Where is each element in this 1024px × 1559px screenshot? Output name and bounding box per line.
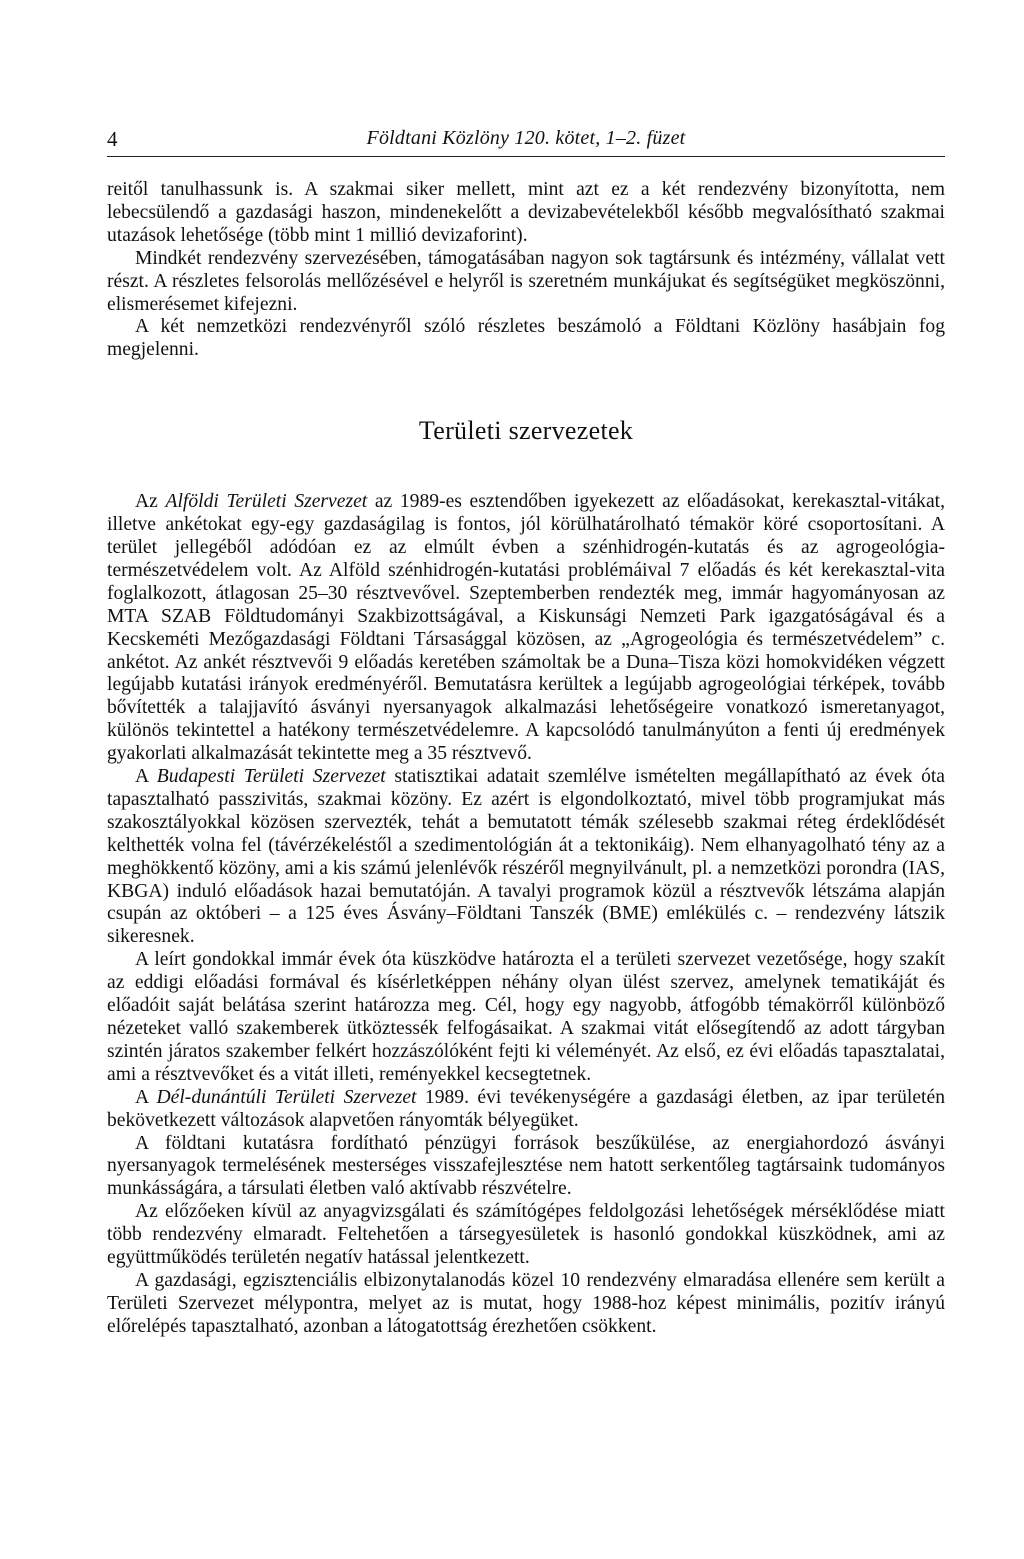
organization-name: Budapesti Területi Szervezet [156,766,386,788]
document-page [107,120,945,1339]
paragraph-alfoldi [107,491,945,766]
paragraph-prefix: A [135,766,157,788]
paragraph-prefix: A [135,1086,157,1108]
page-header [107,120,945,157]
paragraph-continued: reitől tanulhassunk is. A szakmai siker mellett, mint azt ez a két rendezvény bizonyította, nem lebecsülendő a gazdasági haszon, mindenekelőtt a devizabevételekből később megvalósítható szakmai utazások lehetősége (több mint 1 millió devizaforint). [107,179,945,246]
paragraph: Az előzőeken kívül az anyagvizsgálati és számítógépes feldolgozási lehetőségek mérséklődése miatt több rendezvény elmaradt. Feltehetően a társegyesületek is hasonló gondokkal küszködnek, ami az együttműködés területén negatív hatással jelentkezett. [107,1201,945,1269]
paragraph-prefix: Az [135,491,166,513]
organization-name: Dél-dunántúli Területi Szervezet [156,1086,417,1108]
paragraph: A földtani kutatásra fordítható pénzügyi források beszűkülése, az energiahordozó ásványi nyersanyagok termelésének mesterséges visszafejlesztése nem hatott serkentőleg tagtársaink tudományos munkásságára, a társulati életben való aktívabb részvételre. [107,1132,945,1200]
paragraph-budapesti [107,766,945,949]
paragraph: Mindkét rendezvény szervezésében, támogatásában nagyon sok tagtársunk és intézmény, vállalat vett részt. A részletes felsorolás mellőzésével e helyről is szeretném munkájukat és segítségüket megköszönni, elismerésemet kifejezni. [107,247,945,315]
paragraph-text: statisztikai adatait szemlélve ismételten megállapítható az évek óta tapasztalható passzivitás, szakmai közöny. Ez azért is elgondolkoztató, mivel több programjukat más szakosztályokkal közösen szervezték, tehát a bemutatott témák szélesebb szakmai réteg érdeklődését kelthették volna fel (távérzékeléstől a szedimentológián át a tektonikáig). Nem elhanyagolható tény az a meghökkentő közöny, ami a kis számú jelenlévők részéről megnyilvánult, pl. a nemzetközi porondra (IAS, KBGA) induló előadások hazai bemutatóján. A tavalyi programok közül a résztvevők létszáma alapján csupán az októberi – a 125 éves Ásvány–Földtani Tanszék (BME) emlékülés c. – rendezvény látszik sikeresnek. [107,766,946,948]
section-title: Területi szervezetek [418,416,634,446]
paragraph-del-dunantuli [107,1087,945,1133]
paragraph: A két nemzetközi rendezvényről szóló részletes beszámoló a Földtani Közlöny hasábjain fog megjelenni. [107,316,945,361]
running-title: Földtani Közlöny 120. kötet, 1–2. füzet [366,127,686,149]
page-number: 4 [107,127,118,151]
paragraph-text: az 1989-es esztendőben igyekezett az előadásokat, kerekasztal-vitákat, illetve ankétokat egy-egy gazdaságilag is fontos, jól körülhatárolható témakör köré csoportosítani. A terület jellegéből adódóan ez az elmúlt évben a szénhidrogén-kutatás és az agrogeológia-természetvédelem volt. Az Alföld szénhidrogén-kutatási problémáival 7 előadás és két kerekasztal-vita foglalkozott, átlagosan 25–30 résztvevővel. Szeptemberben rendezték meg, immár hagyományosan az MTA SZAB Földtudományi Szakbizottságával, a Kiskunsági Nemzeti Park igazgatóságával és a Kecskeméti Mezőgazdasági Földtani Társasággal közösen, az „Agrogeológia és természetvédelem” c. ankétot. Az ankét résztvevői 9 előadás keretében számoltak be a Duna–Tisza közi homokvidéken végzett legújabb kutatási irányok eredményéről. Bemutatásra kerültek a legújabb agrogeológiai térképek, tovább bővítették a talajjavító ásványi nyersanyagok alkalmazási lehetőségeire vonatkozó ismeretanyagot, különös tekintettel a hatékony természetvédelemre. A kapcsolódó tanulmányúton a fenti új eredmények gyakorlati alkalmazását tekintette meg a 35 résztvevő. [107,491,945,765]
article-body [107,179,945,1339]
paragraph: A gazdasági, egzisztenciális elbizonytalanodás közel 10 rendezvény elmaradása ellenére sem került a Területi Szervezet mélypontra, melyet az is mutat, hogy 1988-hoz képest minimális, pozitív irányú előrelépés tapasztalható, azonban a látogatottság érezhetően csökkent. [107,1269,945,1337]
paragraph: A leírt gondokkal immár évek óta küszködve határozta el a területi szervezet vezetősége, hogy szakít az eddigi előadási formával és kísérletképpen néhány olyan ülést szervez, amelynek tematikáját és előadóit saját belátása szerint határozza meg. Cél, hogy egy nagyobb, átfogóbb témakörről különböző nézeteket valló szakemberek ütköztessék felfogásaikat. A szakmai vitát elősegítendő az adott tárgyban szintén járatos szakember felkért hozzászólóként fejti ki véleményét. Az első, ez évi előadás tapasztalatai, ami a résztvevőket és a vitát illeti, reményekkel kecsegtetnek. [107,949,945,1085]
paragraph-text: 1989. évi tevékenységére a gazdasági életben, az ipar területén bekövetkezett változások alapvetően rányomták bélyegüket. [107,1086,945,1131]
organization-name: Alföldi Területi Szervezet [165,491,368,513]
